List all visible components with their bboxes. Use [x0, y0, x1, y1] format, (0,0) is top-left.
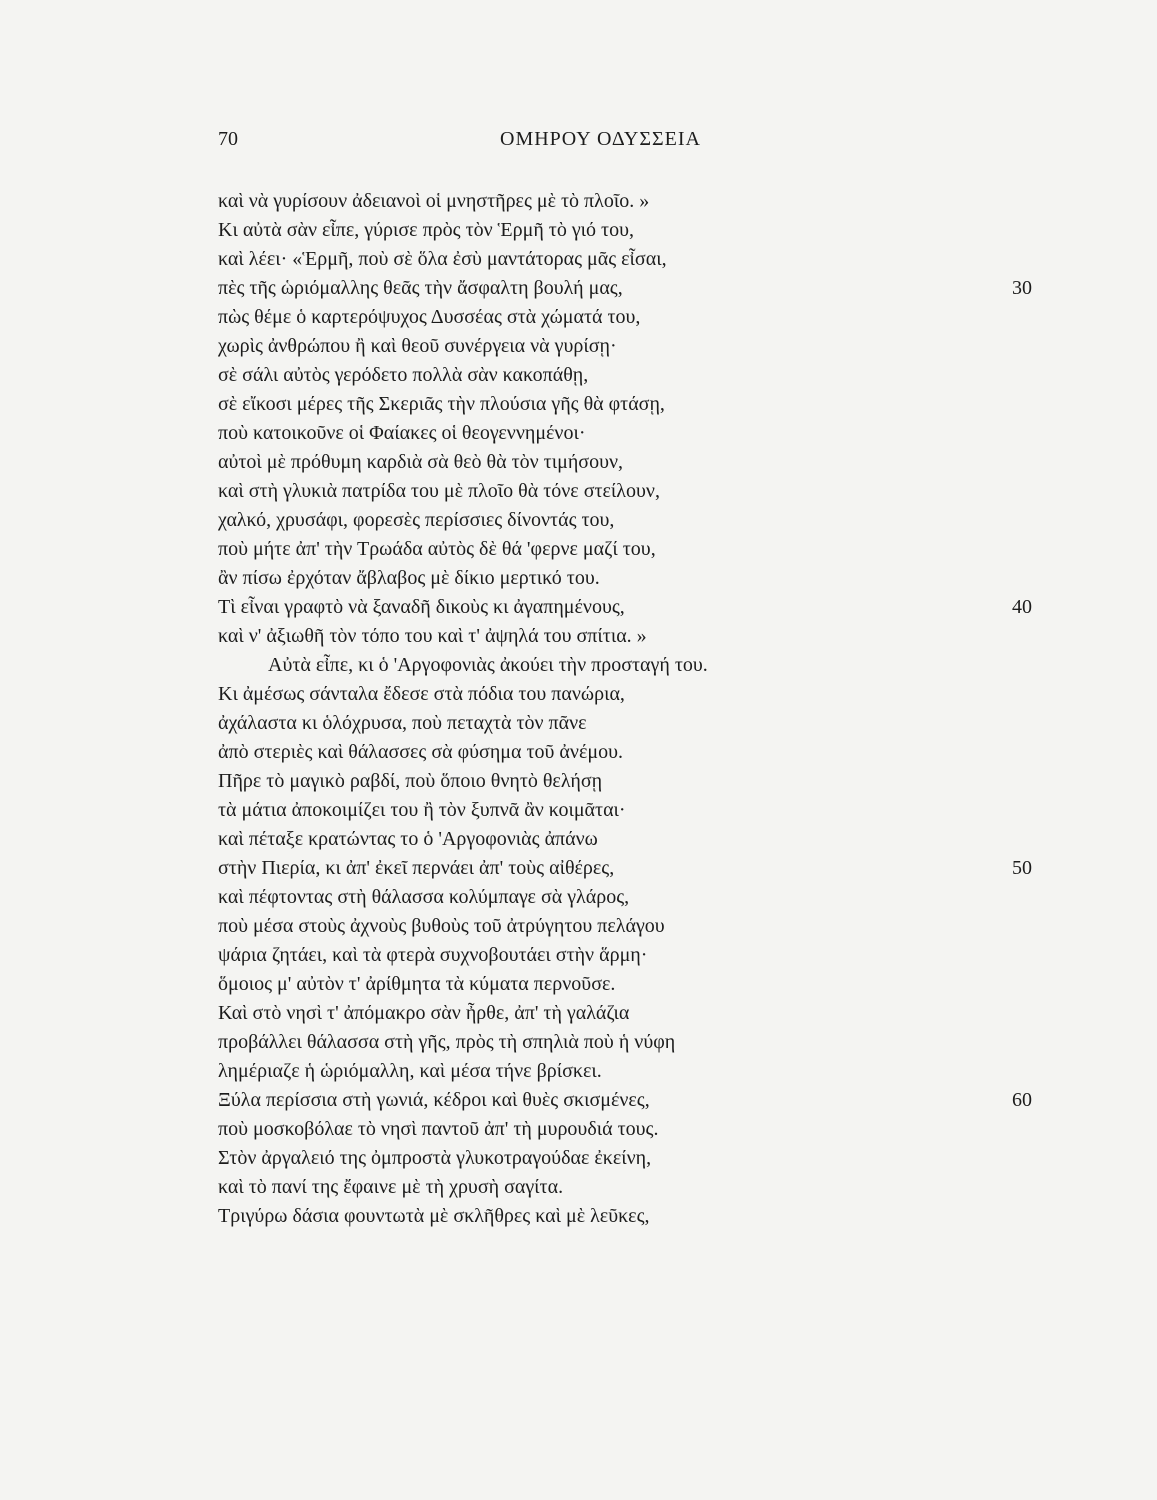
verse-line: [0, 1115, 1157, 1144]
line-number: 40: [1012, 596, 1032, 618]
verse-line: [0, 245, 1157, 274]
verse-line: [0, 825, 1157, 854]
verse-text: ποὺ μέσα στοὺς ἀχνοὺς βυθοὺς τοῦ ἀτρύγητου πελάγου: [218, 915, 665, 937]
verse-line: [0, 332, 1157, 361]
verse-line: [0, 767, 1157, 796]
verse-line: [0, 564, 1157, 593]
verse-text: Καὶ στὸ νησὶ τ' ἀπόμακρο σὰν ἦρθε, ἀπ' τὴ γαλάζια: [218, 1002, 630, 1024]
verse-line: [0, 941, 1157, 970]
verse-line: [0, 738, 1157, 767]
verse-line: [0, 912, 1157, 941]
verse-line: [0, 1202, 1157, 1231]
verse-text: ποὺ μοσκοβόλαε τὸ νησὶ παντοῦ ἀπ' τὴ μυρουδιά τους.: [218, 1118, 659, 1140]
verse-line: [0, 1086, 1157, 1115]
verse-text: Κι αὐτὰ σὰν εἶπε, γύρισε πρὸς τὸν Ἑρμῆ τὸ γιό του,: [218, 219, 634, 241]
verse-text: ὅμοιος μ' αὐτὸν τ' ἀρίθμητα τὰ κύματα περνοῦσε.: [218, 973, 616, 995]
verse-line: [0, 361, 1157, 390]
verse-line: [0, 593, 1157, 622]
verse-text: ποὺ μήτε ἀπ' τὴν Τρωάδα αὐτὸς δὲ θά 'φερνε μαζί του,: [218, 538, 656, 560]
verse-line: [0, 1173, 1157, 1202]
verse-text: ἀχάλαστα κι ὁλόχρυσα, ποὺ πεταχτὰ τὸν πᾶνε: [218, 712, 587, 734]
line-number: 30: [1012, 277, 1032, 299]
verse-text: χωρὶς ἀνθρώπου ἢ καὶ θεοῦ συνέργεια νὰ γυρίσῃ·: [218, 335, 617, 357]
verse-text: προβάλλει θάλασσα στὴ γῆς, πρὸς τὴ σπηλιὰ ποὺ ἡ νύφη: [218, 1031, 676, 1053]
page-number: 70: [218, 128, 238, 150]
verse-line: [0, 680, 1157, 709]
verse-block: [0, 187, 1157, 1231]
verse-text: σὲ εἴκοσι μέρες τῆς Σκεριᾶς τὴν πλούσια γῆς θὰ φτάσῃ,: [218, 393, 665, 415]
verse-text: πὲς τῆς ὡριόμαλλης θεᾶς τὴν ἄσφαλτη βουλή μας,: [218, 277, 623, 299]
verse-text: αὐτοὶ μὲ πρόθυμη καρδιὰ σὰ θεὸ θὰ τὸν τιμήσουν,: [218, 451, 624, 473]
verse-text: καὶ πέφτοντας στὴ θάλασσα κολύμπαγε σὰ γλάρος,: [218, 886, 630, 908]
verse-line: [0, 216, 1157, 245]
verse-line: [0, 970, 1157, 999]
verse-line: [0, 1057, 1157, 1086]
verse-line: [0, 448, 1157, 477]
verse-text: ποὺ κατοικοῦνε οἱ Φαίακες οἱ θεογεννημένοι·: [218, 422, 586, 444]
page-header: [0, 128, 1157, 158]
verse-text: καὶ πέταξε κρατώντας το ὁ 'Αργοφονιὰς ἀπάνω: [218, 828, 598, 850]
running-title: ΟΜΗΡΟΥ ΟΔΥΣΣΕΙΑ: [500, 128, 701, 150]
verse-line: [0, 187, 1157, 216]
verse-line: [0, 390, 1157, 419]
verse-text: τὰ μάτια ἀποκοιμίζει του ἢ τὸν ξυπνᾶ ἂν κοιμᾶται·: [218, 799, 626, 821]
verse-text: καὶ στὴ γλυκιὰ πατρίδα του μὲ πλοῖο θὰ τόνε στείλουν,: [218, 480, 660, 502]
verse-line: [0, 796, 1157, 825]
verse-line: [0, 419, 1157, 448]
verse-text: ἀπὸ στεριὲς καὶ θάλασσες σὰ φύσημα τοῦ ἀνέμου.: [218, 741, 623, 763]
verse-line: [0, 854, 1157, 883]
verse-text: λημέριαζε ἡ ὡριόμαλλη, καὶ μέσα τήνε βρίσκει.: [218, 1060, 602, 1082]
verse-line: [0, 1028, 1157, 1057]
verse-line: [0, 883, 1157, 912]
verse-text: καὶ τὸ πανί της ἔφαινε μὲ τὴ χρυσὴ σαγίτα.: [218, 1176, 564, 1198]
verse-line: [0, 535, 1157, 564]
verse-text: καὶ λέει· «Ἑρμῆ, ποὺ σὲ ὅλα ἐσὺ μαντάτορας μᾶς εἶσαι,: [218, 248, 667, 270]
verse-line: [0, 709, 1157, 738]
verse-line: [0, 506, 1157, 535]
verse-text: ψάρια ζητάει, καὶ τὰ φτερὰ συχνοβουτάει στὴν ἅρμη·: [218, 944, 648, 966]
verse-text: καὶ ν' ἀξιωθῆ τὸν τόπο του καὶ τ' ἀψηλά του σπίτια. »: [218, 625, 647, 647]
verse-text: καὶ νὰ γυρίσουν ἀδειανοὶ οἱ μνηστῆρες μὲ τὸ πλοῖο. »: [218, 190, 650, 212]
verse-text: χαλκό, χρυσάφι, φορεσὲς περίσσιες δίνοντάς του,: [218, 509, 615, 531]
verse-text: Ξύλα περίσσια στὴ γωνιά, κέδροι καὶ θυὲς σκισμένες,: [218, 1089, 650, 1111]
verse-text: στὴν Πιερία, κι ἀπ' ἐκεῖ περνάει ἀπ' τοὺς αἰθέρες,: [218, 857, 615, 879]
verse-line: [0, 651, 1157, 680]
verse-text: πὼς θέμε ὁ καρτερόψυχος Δυσσέας στὰ χώματά του,: [218, 306, 641, 328]
verse-line: [0, 274, 1157, 303]
verse-text: Στὸν ἀργαλειό της ὀμπροστὰ γλυκοτραγούδαε ἐκείνη,: [218, 1147, 652, 1169]
verse-line: [0, 303, 1157, 332]
verse-text: Πῆρε τὸ μαγικὸ ραβδί, ποὺ ὅποιο θνητὸ θελήσῃ: [218, 770, 603, 792]
verse-text: Τὶ εἶναι γραφτὸ νὰ ξαναδῆ δικοὺς κι ἀγαπημένους,: [218, 596, 625, 618]
verse-line: [0, 622, 1157, 651]
verse-text: Κι ἀμέσως σάνταλα ἔδεσε στὰ πόδια του πανώρια,: [218, 683, 625, 705]
verse-line: [0, 1144, 1157, 1173]
verse-text: σὲ σάλι αὐτὸς γερόδετο πολλὰ σὰν κακοπάθῃ,: [218, 364, 589, 386]
verse-text: Αὐτὰ εἶπε, κι ὁ 'Αργοφονιὰς ἀκούει τὴν προσταγή του.: [268, 654, 708, 676]
verse-text: Τριγύρω δάσια φουντωτὰ μὲ σκλῆθρες καὶ μὲ λεῦκες,: [218, 1205, 650, 1227]
line-number: 50: [1012, 857, 1032, 879]
verse-text: ἂν πίσω ἐρχόταν ἄβλαβος μὲ δίκιο μερτικό του.: [218, 567, 600, 589]
verse-line: [0, 999, 1157, 1028]
line-number: 60: [1012, 1089, 1032, 1111]
verse-line: [0, 477, 1157, 506]
